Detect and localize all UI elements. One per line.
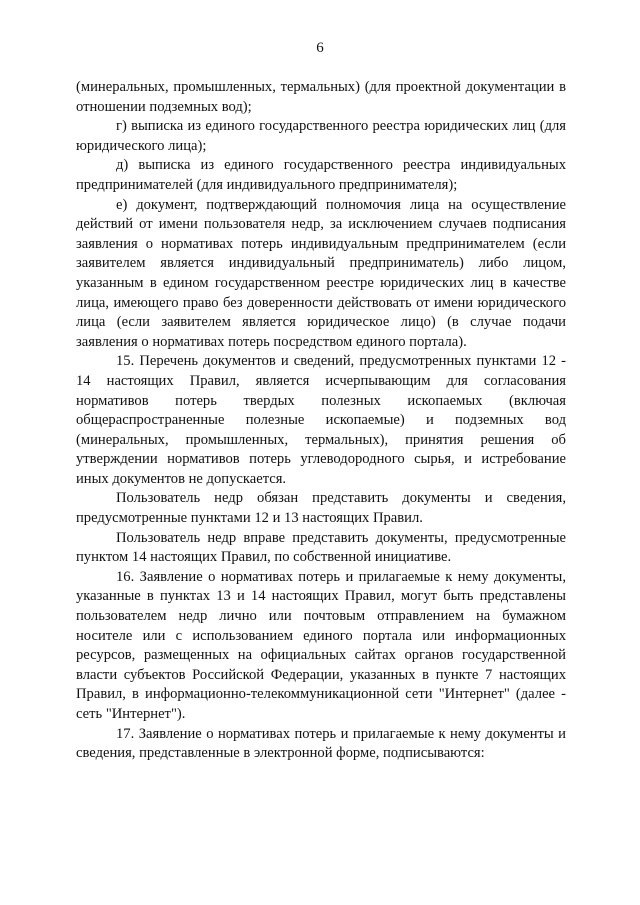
document-body: [76, 78, 566, 764]
paragraph-clause-15: 15. Перечень документов и сведений, предусмотренных пунктами 12 - 14 настоящих Правил, является исчерпывающим для согласования нормативов потерь твердых полезных ископаемых (включая общераспространенные полезные ископаемые) и подземных вод (минеральных, промышленных, термальных), принятия решения об утверждении нормативов потерь углеводородного сырья, и истребование иных документов не допускается.: [76, 353, 566, 487]
paragraph-item-g: г) выписка из единого государственного реестра юридических лиц (для юридического лица);: [76, 118, 566, 154]
paragraph-clause-17: 17. Заявление о нормативах потерь и прилагаемые к нему документы и сведения, представленные в электронной форме, подписываются:: [76, 725, 566, 762]
paragraph-clause-16: 16. Заявление о нормативах потерь и прилагаемые к нему документы, указанные в пунктах 13 и 14 настоящих Правил, могут быть представлены пользователем недр лично или почтовым отправлением на бумажном носителе или с использованием единого портала или информационных ресурсов, размещенных на официальных сайтах органов государственной власти субъектов Российской Федерации, указанных в пункте 7 настоящих Правил, в информационно-телекоммуникационной сети "Интернет" (далее - сеть "Интернет").: [76, 568, 566, 722]
paragraph-mineral-continuation: (минеральных, промышленных, термальных) (для проектной документации в отношении подземных вод);: [76, 79, 566, 115]
page-number: 6: [316, 40, 324, 56]
paragraph-item-e: е) документ, подтверждающий полномочия лица на осуществление действий от имени пользователя недр, за исключением случаев подписания заявления о нормативах потерь индивидуальным предпринимателем (если заявителем является индивидуальный предприниматель) либо лицом, указанным в едином государственном реестре юридических лиц в качестве лица, имеющего право без доверенности действовать от имени юридического лица (если заявителем является юридическое лицо) (в случае подачи заявления о нормативах потерь посредством единого портала).: [76, 196, 566, 350]
paragraph-item-d: д) выписка из единого государственного реестра индивидуальных предпринимателей (для индивидуального предпринимателя);: [76, 157, 566, 193]
paragraph-user-right: Пользователь недр вправе представить документы, предусмотренные пунктом 14 настоящих Правил, по собственной инициативе.: [76, 529, 566, 566]
paragraph-user-obligation: Пользователь недр обязан представить документы и сведения, предусмотренные пунктами 12 и 13 настоящих Правил.: [76, 490, 566, 527]
